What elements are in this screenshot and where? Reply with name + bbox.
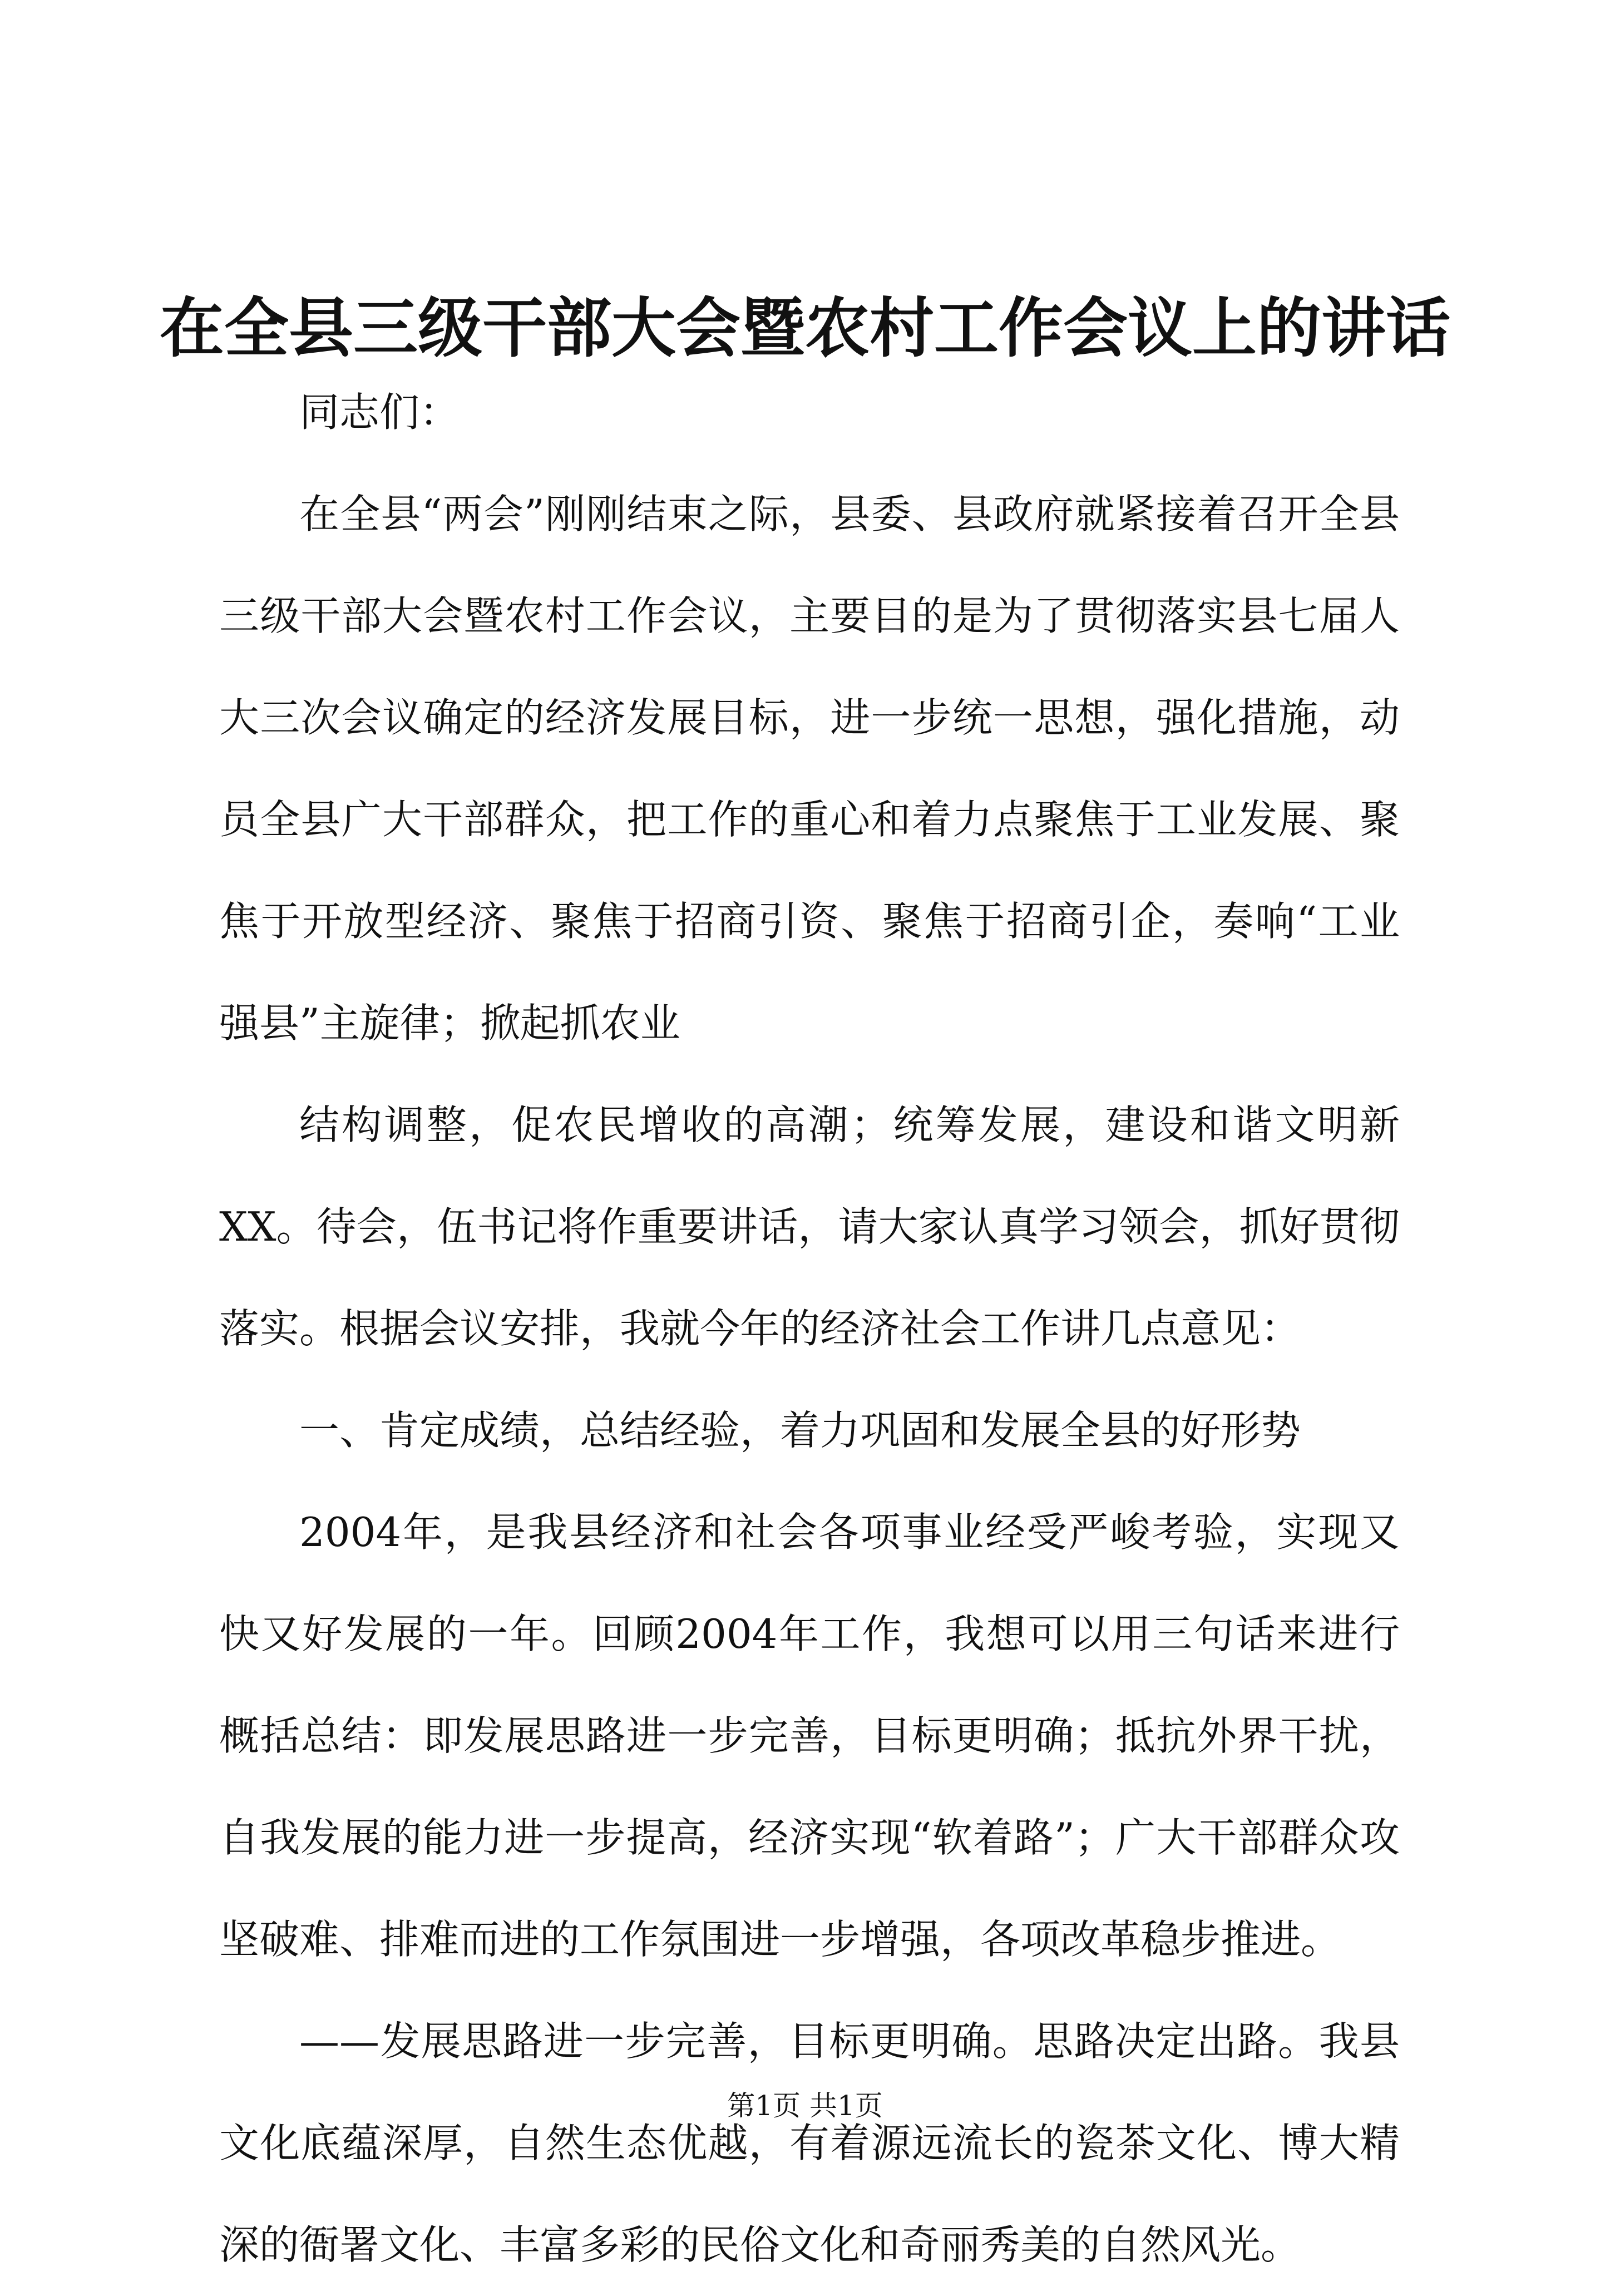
document-body bbox=[219, 362, 1400, 2296]
paragraph-intro: 在全县“两会”刚刚结束之际，县委、县政府就紧接着召开全县三级干部大会暨农村工作会议，主要目的是为了贯彻落实县七届人大三次会议确定的经济发展目标，进一步统一思想，强化措施，动员全县广大干部群众，把工作的重心和着力点聚焦于工业发展、聚焦于开放型经济、聚焦于招商引资、聚焦于招商引企，奏响“工业强县”主旋律；掀起抓农业 bbox=[219, 491, 1400, 1046]
paragraph-2004-review: 2004年，是我县经济和社会各项事业经受严峻考验，实现又快又好发展的一年。回顾2004年工作，我想可以用三句话来进行概括总结：即发展思路进一步完善，目标更明确；抵抗外界干扰，自我发展的能力进一步提高，经济实现“软着路”；广大干部群众攻坚破难、排难而进的工作氛围进一步增强，各项改革稳步推进。 bbox=[219, 1509, 1400, 1963]
salutation: 同志们： bbox=[299, 389, 460, 436]
paragraph-continuation: 结构调整，促农民增收的高潮；统筹发展，建设和谐文明新XX。待会，伍书记将作重要讲话，请大家认真学习领会，抓好贯彻落实。根据会议安排，我就今年的经济社会工作讲几点意见： bbox=[219, 1102, 1400, 1352]
page-title: 在全县三级干部大会暨农村工作会议上的讲话 bbox=[160, 290, 1450, 366]
section-heading-1: 一、肯定成绩，总结经验，着力巩固和发展全县的好形势 bbox=[299, 1407, 1301, 1454]
page-footer: 第1页 共1页 bbox=[727, 2090, 883, 2122]
paragraph-development-thinking: ——发展思路进一步完善，目标更明确。思路决定出路。我县文化底蕴深厚，自然生态优越，有着源远流长的瓷茶文化、博大精深的衙署文化、丰富多彩的民俗文化和奇丽秀美的自然风光。 bbox=[219, 2018, 1400, 2268]
